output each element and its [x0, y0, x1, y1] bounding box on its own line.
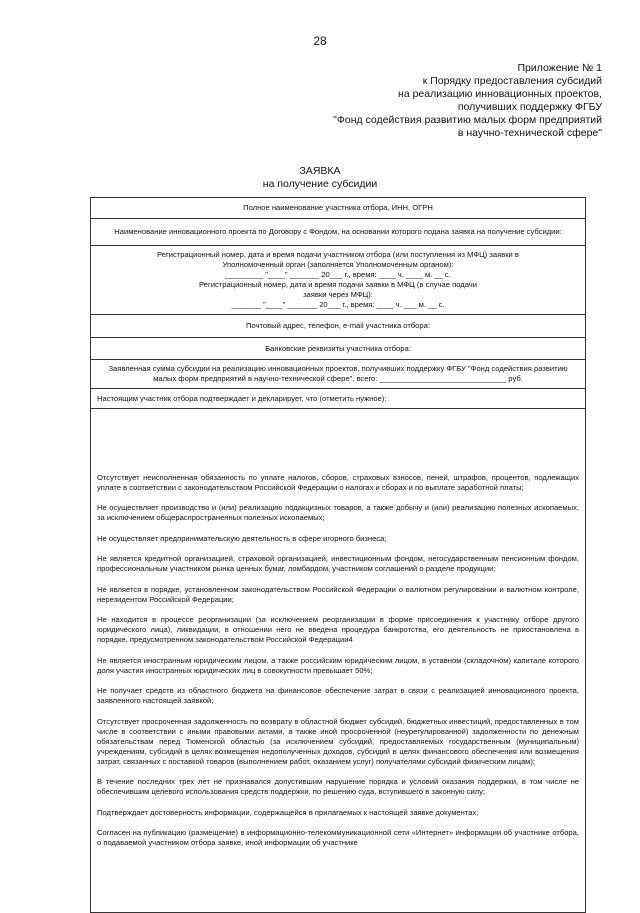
registration-line: заявки через МФЦ):: [303, 290, 373, 299]
postal-address-cell: Почтовый адрес, телефон, e-mail участника отбора:: [91, 315, 586, 338]
registration-line: Уполномоченный орган (заполняется Уполномоченным органом):: [222, 260, 454, 269]
table-row: [91, 246, 586, 315]
declaration-item: Не находится в процессе реорганизации (за исключением реорганизации в форме присоединения к участнику отборе другого юридического лица), ликвидации, в отношении него не введена процедура банкротства, его деятельность не приостановлена в порядке, предусмотренном законодательством Российской Федерации4: [97, 615, 579, 645]
declaration-item: Не является в порядке, установленном законодательством Российской Федерации о валютном регулировании и валютном контроле, нерезидентом Российской Федерации;: [97, 584, 579, 604]
declaration-item: Отсутствует просроченная задолженность по возврату в областной бюджет субсидий, бюджетных инвестиций, предоставленных в том числе в соответствии с иными правовыми актами, а также иной просроченной (неурегулированной) задолженности по денежным обязательствам перед Тюменской областью (за исключением субсидий, предоставляемых государственным (муниципальным) учреждениям, субсидий в целях возмещения недополученных доходов, субсидий в целях финансового обеспечения или возмещения затрат, связанных с поставкой товаров (выполнением работ, оказанием услуг) получателями субсидий физическим лицам);: [97, 716, 579, 766]
title-sub: на получение субсидии: [262, 178, 378, 190]
appendix-line: получивших поддержку ФГБУ: [457, 101, 602, 113]
declaration-item: Не осуществляет производство и (или) реализацию подакцизных товаров, а также добычу и (или) реализацию полезных ископаемых, за исключением общераспространенных полезных ископаемых;: [97, 503, 579, 523]
table-row: [91, 409, 586, 913]
appendix-line: Приложение № 1: [517, 62, 602, 74]
table-row: [91, 338, 586, 360]
application-form-table: [90, 197, 586, 913]
appendix-line: к Порядку предоставления субсидий: [422, 75, 602, 87]
declaration-item: Подтверждает достоверность информации, содержащейся в прилагаемых к настоящей заявке документах;: [97, 807, 479, 817]
registration-line: Регистрационный номер, дата и время подачи участником отбора (или поступления из МФЦ) заявки в: [157, 250, 519, 259]
registration-line: _________ "____" _______ 20___ г., время: ____ ч. ____ м. __ с.: [225, 270, 451, 279]
declaration-item: Согласен на публикацию (размещение) в информационно-телекоммуникационной сети «Интернет» информации об участнике отбора, о подаваемой участником отбора заявке, иной информации об участнике: [97, 828, 579, 848]
appendix-line: на реализацию инновационных проектов,: [398, 88, 602, 100]
declaration-item: Не является иностранным юридическим лицом, а также российским юридическим лицом, в уставном (складочном) капитале которого доля участия иностранных юридических лиц в совокупности превышает 50%;: [97, 655, 579, 675]
declaration-item: Не получает средств из областного бюджета на финансовое обеспечение затрат в связи с реализацией инновационного проекта, заявленного настоящей заявкой;: [97, 686, 579, 706]
registration-cell: [91, 246, 586, 315]
document-title: [0, 165, 640, 191]
declaration-intro-cell: Настоящим участник отбора подтверждает и декларирует, что (отметить нужное):: [91, 389, 586, 409]
declarations-cell: [91, 409, 586, 913]
participant-name-cell: Полное наименование участника отбора, ИНН, ОГРН: [91, 198, 586, 219]
declaration-item: В течение последних трех лет не признавался допустившим нарушение порядка и условий оказания поддержки, в том числе не обеспечившим целевого использования средств поддержки, по решению суда, вступившего в законную силу;: [97, 777, 579, 797]
page-number: 28: [313, 34, 327, 48]
appendix-header: [272, 62, 602, 140]
declaration-item: Отсутствует неисполненная обязанность по уплате налогов, сборов, страховых взносов, пеней, штрафов, процентов, подлежащих уплате в соответствии с законодательством Российской Федерации о налогах и сборах и по выплате заработной платы;: [97, 472, 579, 492]
table-row: [91, 360, 586, 389]
registration-line: _______ "____" _______ 20___ г., время: ____ ч. ___ м. __ с.: [231, 300, 445, 309]
appendix-line: "Фонд содействия развитию малых форм предприятий: [333, 114, 602, 126]
appendix-line: в научно-технической сфере": [457, 127, 602, 139]
declaration-item: Не является кредитной организацией, страховой организацией, инвестиционным фондом, негосударственным пенсионным фондом, профессиональным участником рынка ценных бумаг, ломбардом, участником соглашений о разделе продукции;: [97, 554, 579, 574]
title-main: ЗАЯВКА: [299, 165, 341, 177]
registration-line: Регистрационный номер, дата и время подачи заявки в МФЦ (в случае подачи: [199, 280, 477, 289]
project-name-cell: Наименование инновационного проекта по Договору с Фондом, на основании которого подана заявка на получение субсидии:: [91, 219, 586, 246]
subsidy-amount-cell: Заявленная сумма субсидии на реализацию инновационных проектов, получивших поддержку ФГБУ "Фонд содействия развитию малых форм предприятий в научно-технической сфере", всего: ______________________________ руб.: [91, 360, 586, 389]
table-row: [91, 198, 586, 219]
declaration-item: Не осуществляет предпринимательскую деятельность в сфере игорного бизнеса;: [97, 533, 387, 543]
bank-details-cell: Банковские реквизиты участника отбора:: [91, 338, 586, 360]
table-row: [91, 315, 586, 338]
table-row: [91, 389, 586, 409]
table-row: [91, 219, 586, 246]
